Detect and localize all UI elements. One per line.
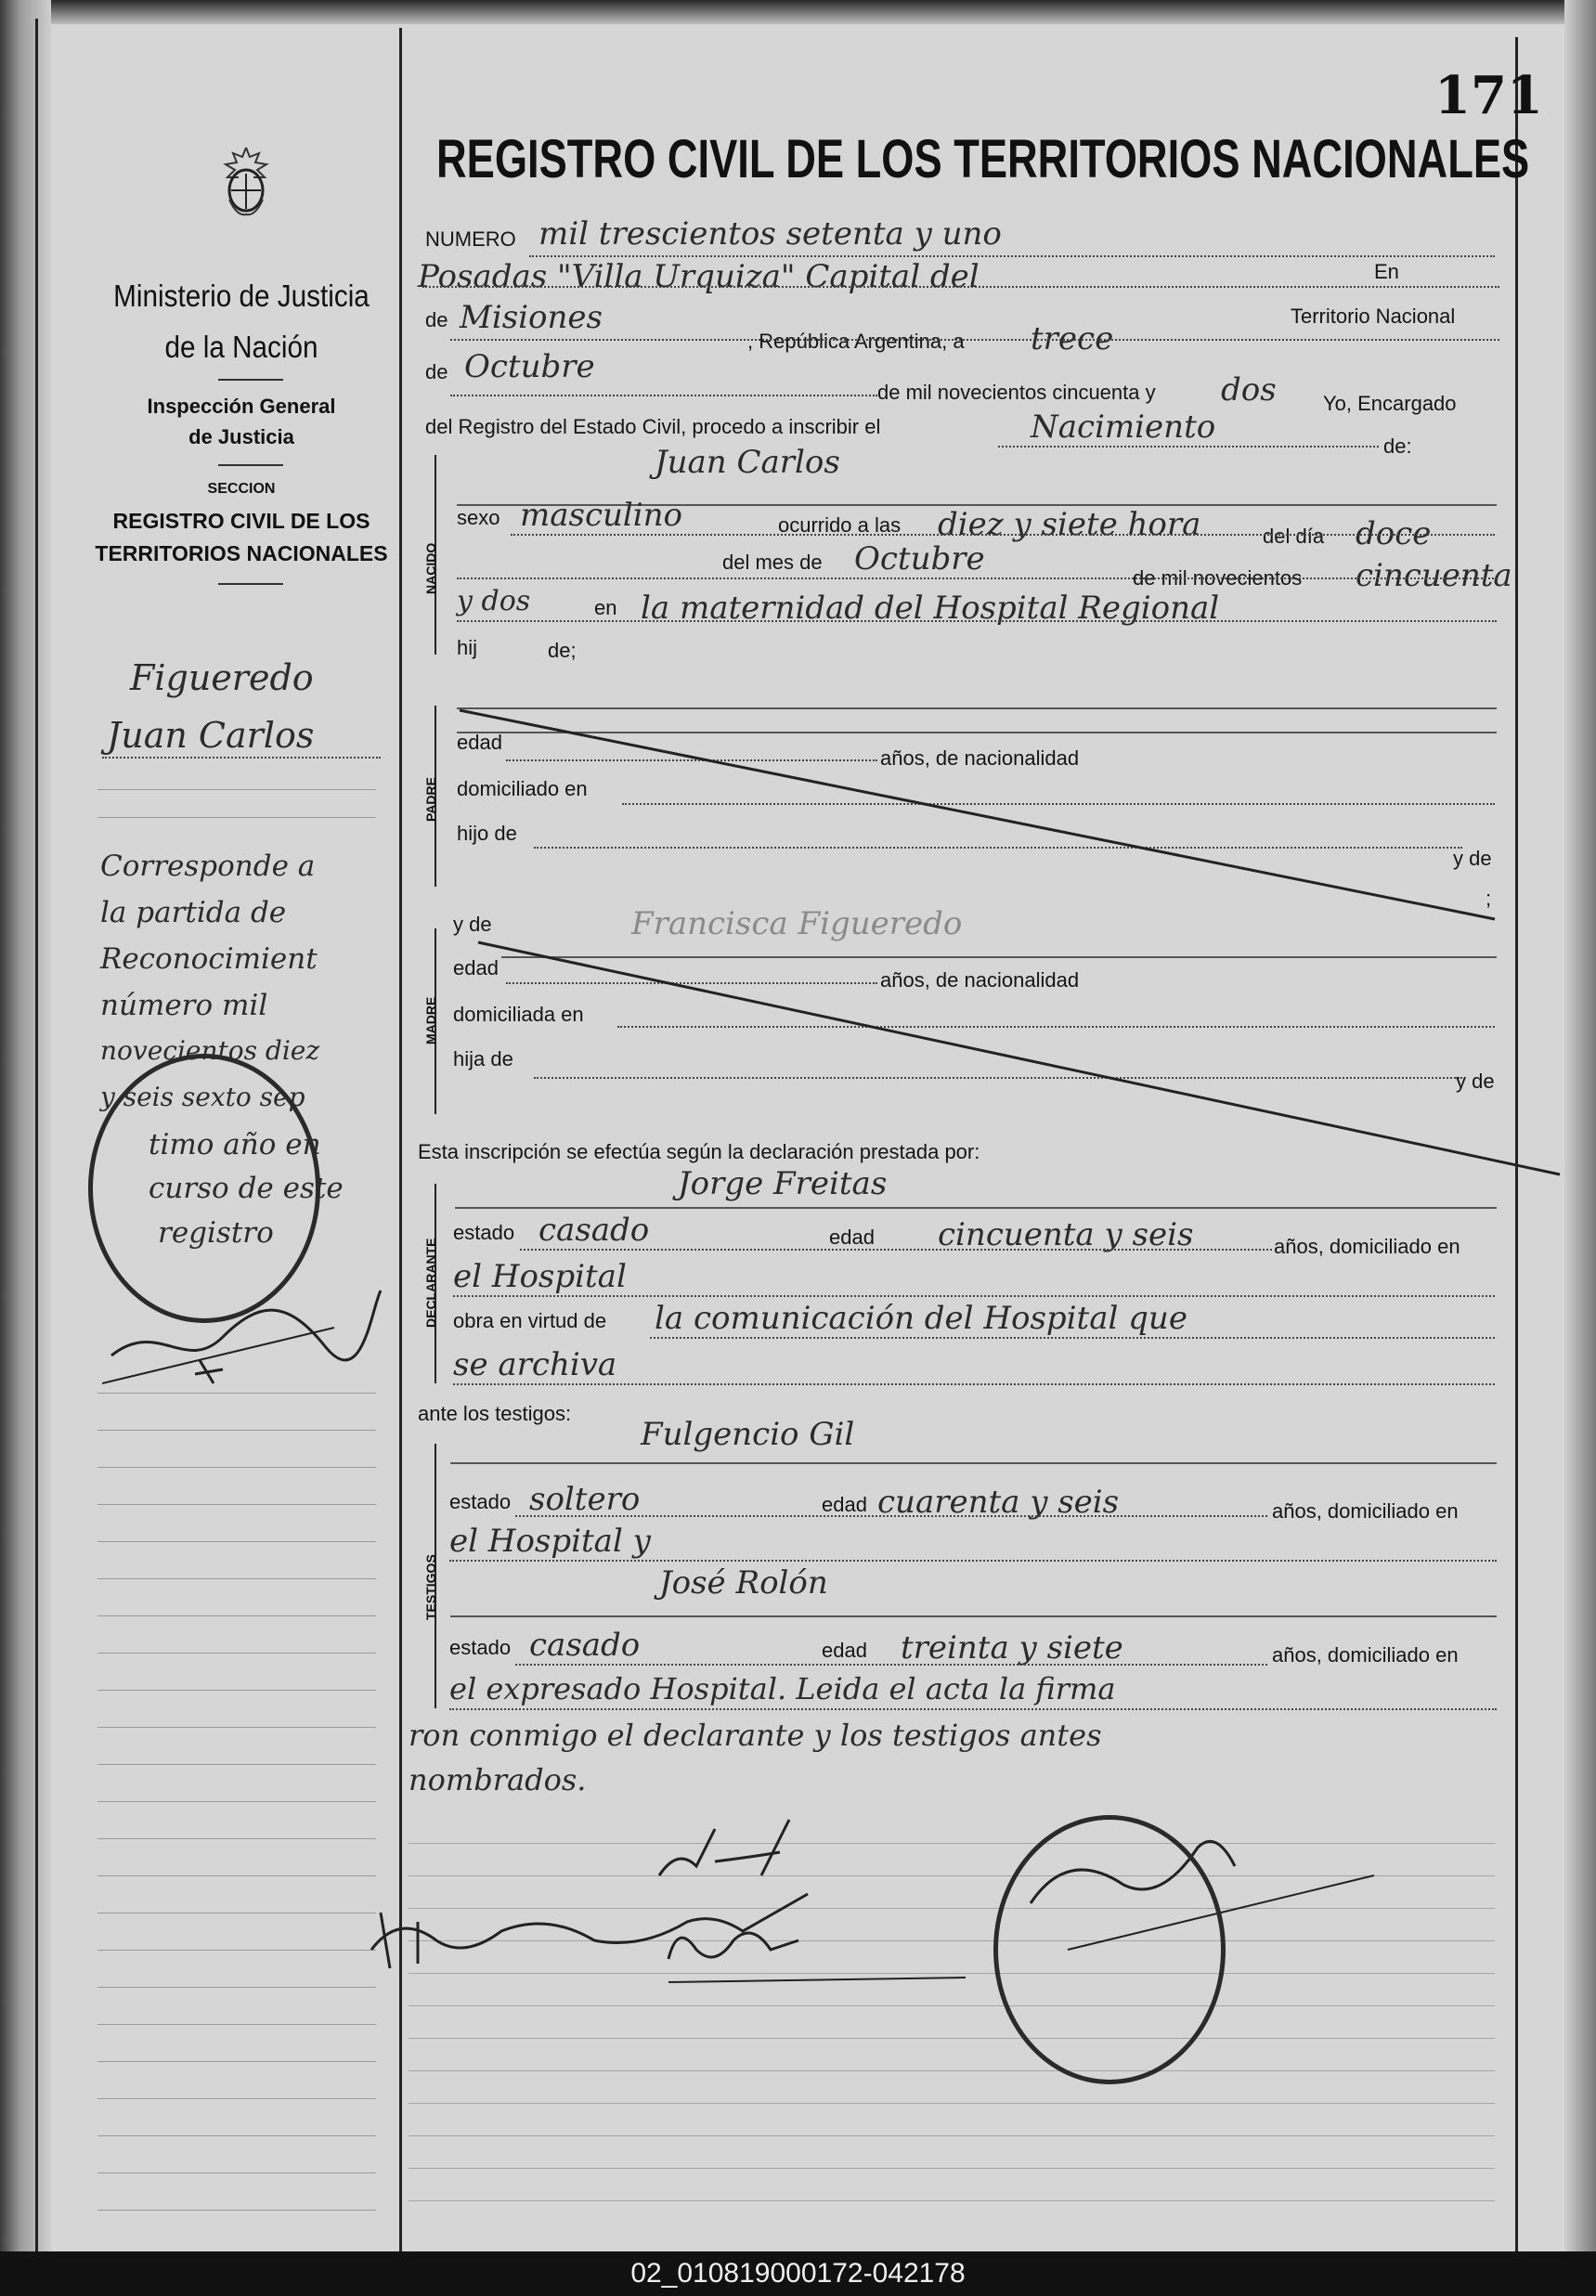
- madre-edad-label: edad: [453, 956, 499, 979]
- sexo-label: sexo: [457, 506, 500, 529]
- en-label: En: [1374, 260, 1399, 283]
- encargado-label: Yo, Encargado: [1323, 392, 1457, 415]
- margin-note-line: y seis sexto sep: [100, 1082, 305, 1112]
- padre-y-de-label: y de: [1453, 847, 1492, 870]
- declarante-name-line: [455, 1207, 1497, 1209]
- de-label: de: [425, 308, 448, 331]
- inspection-line-2: de Justicia: [188, 425, 294, 448]
- witness1-estado-label: estado: [449, 1490, 512, 1513]
- year-value: dos: [1221, 371, 1277, 409]
- testigos-section-label: TESTIGOS: [423, 1554, 438, 1620]
- margin-note-line: timo año en: [149, 1128, 321, 1161]
- witness2-edad-label: edad: [822, 1639, 867, 1662]
- birth-place-value: la maternidad del Hospital Regional: [641, 590, 1220, 627]
- year-label: de mil novecientos cincuenta y: [877, 381, 1156, 404]
- mil-label: de mil novecientos: [1133, 566, 1303, 590]
- page-title: REGISTRO CIVIL DE LOS TERRITORIOS NACIONALES: [436, 129, 1530, 189]
- obra-line-2: [453, 1383, 1495, 1385]
- declarante-section-label: DECLARANTE: [423, 1238, 438, 1328]
- margin-handwritten-surname: Figueredo: [130, 657, 314, 698]
- witness2-estado-label: estado: [449, 1636, 512, 1659]
- madre-y-de-label-2: y de: [1456, 1070, 1495, 1093]
- declarante-estado-label: estado: [453, 1221, 515, 1244]
- official-seal-stamp-2: [993, 1815, 1226, 2084]
- witness1-name: Fulgencio Gil: [641, 1416, 855, 1453]
- madre-domiciliada-label: domiciliada en: [453, 1003, 584, 1026]
- witness2-domicilio-value: el expresado Hospital. Leida el acta la firma: [449, 1671, 1116, 1706]
- witness2-estado-value: casado: [529, 1627, 641, 1664]
- signatures: [362, 1810, 1430, 2047]
- declaracion-intro: Esta inscripción se efectúa según la declaración prestada por:: [418, 1140, 980, 1163]
- madre-hija-de-label: hija de: [453, 1047, 513, 1070]
- inspection-line-1: Inspección General: [147, 395, 336, 418]
- madre-anos-label: años, de nacionalidad: [880, 968, 1080, 992]
- numero-label: NUMERO: [425, 227, 516, 251]
- witness2-name-line: [450, 1615, 1497, 1617]
- nacido-year-value-1: cincuenta: [1356, 557, 1512, 594]
- witness1-edad-value: cuarenta y seis: [877, 1484, 1120, 1521]
- madre-y-de-label: y de: [453, 913, 492, 936]
- section-name-line-2: TERRITORIOS NACIONALES: [95, 541, 388, 565]
- scan-footer-id: 02_010819000172-042178: [0, 2251, 1596, 2296]
- declarante-anos-label: años, domiciliado en: [1274, 1235, 1460, 1258]
- testigos-intro: ante los testigos:: [418, 1402, 572, 1425]
- closing-line-2: ron conmigo el declarante y los testigos antes: [409, 1718, 1102, 1753]
- declarante-estado-line: [520, 1249, 1272, 1251]
- section-name-line-1: REGISTRO CIVIL DE LOS: [112, 509, 370, 533]
- margin-signature: [102, 1244, 399, 1397]
- nacido-month-value: Octubre: [854, 540, 985, 577]
- padre-section-label: PADRE: [423, 777, 438, 822]
- padre-domiciliado-label: domiciliado en: [457, 777, 588, 800]
- nacido-section-label: NACIDO: [423, 542, 438, 594]
- hijo-de-label: de;: [548, 639, 577, 662]
- witness1-domicilio-value: el Hospital y: [449, 1523, 651, 1560]
- witness2-anos-label: años, domiciliado en: [1272, 1643, 1459, 1667]
- en-label: en: [594, 596, 617, 619]
- section-label: SECCION: [207, 481, 276, 497]
- month-value: Octubre: [464, 348, 595, 385]
- ministry-line-2: de la Nación: [164, 330, 318, 364]
- declarante-domicilio-value: el Hospital: [453, 1258, 627, 1295]
- margin-note-line: Reconocimient: [100, 942, 318, 976]
- obra-value: la comunicación del Hospital que: [655, 1300, 1187, 1337]
- witness1-edad-label: edad: [822, 1493, 867, 1516]
- declarante-domicilio-line: [453, 1295, 1495, 1297]
- padre-edad-label: edad: [457, 731, 502, 754]
- witness2-estado-line: [515, 1664, 1267, 1666]
- nacido-name: Juan Carlos: [655, 444, 840, 481]
- witness1-anos-label: años, domiciliado en: [1272, 1499, 1459, 1523]
- witness1-name-line: [450, 1462, 1497, 1464]
- obra-line: [650, 1337, 1495, 1339]
- page-number: 171: [1434, 65, 1543, 126]
- closing-line-3: nombrados.: [409, 1762, 587, 1797]
- nacido-year-value-2: y dos: [457, 585, 531, 617]
- hour-value: diez y siete hora: [938, 506, 1201, 543]
- ocurrido-label: ocurrido a las: [778, 513, 902, 537]
- margin-note-line: novecientos diez: [100, 1035, 320, 1066]
- witness1-domicilio-line: [449, 1560, 1497, 1562]
- act-value: Nacimiento: [1031, 409, 1216, 446]
- margin-note-line: la partida de: [100, 896, 287, 929]
- declarante-name: Jorge Freitas: [678, 1165, 888, 1202]
- de-label-2: de: [425, 360, 448, 383]
- witness1-estado-value: soltero: [529, 1481, 641, 1518]
- madre-name: Francisca Figueredo: [631, 905, 963, 942]
- ministry-line-1: Ministerio de Justicia: [113, 279, 370, 313]
- hijo-label: hij: [457, 636, 478, 659]
- declarante-edad-value: cincuenta y seis: [938, 1216, 1194, 1253]
- territorio-label: Territorio Nacional: [1291, 305, 1456, 328]
- day-value: trece: [1031, 320, 1114, 357]
- margin-note-line: número mil: [100, 989, 268, 1022]
- sexo-value: masculino: [520, 497, 683, 534]
- place-value: Posadas "Villa Urquiza" Capital del: [418, 258, 980, 295]
- numero-value: mil trescientos setenta y uno: [538, 215, 1002, 253]
- margin-handwritten-name: Juan Carlos: [107, 715, 315, 756]
- obra-value-2: se archiva: [453, 1346, 617, 1383]
- padre-hijo-de-label: hijo de: [457, 822, 517, 845]
- witness2-domicilio-line: [449, 1708, 1497, 1710]
- mes-label: del mes de: [722, 551, 823, 574]
- madre-section-label: MADRE: [423, 996, 438, 1044]
- margin-note-line: Corresponde a: [100, 850, 316, 883]
- declarante-edad-label: edad: [829, 1226, 875, 1249]
- witness1-estado-line: [515, 1515, 1267, 1517]
- witness2-name: José Rolón: [659, 1564, 828, 1602]
- province-value: Misiones: [460, 299, 603, 336]
- nacido-day-value: doce: [1356, 515, 1432, 552]
- republica-label: , República Argentina, a: [747, 330, 965, 353]
- del-dia-label: del día: [1263, 525, 1325, 548]
- registro-label: del Registro del Estado Civil, procedo a inscribir el: [425, 415, 881, 438]
- de-colon-label: de:: [1383, 435, 1412, 458]
- padre-anos-label: años, de nacionalidad: [880, 746, 1080, 770]
- padre-semicolon: ;: [1486, 887, 1492, 910]
- declarante-estado-value: casado: [538, 1212, 650, 1249]
- witness2-edad-value: treinta y siete: [901, 1629, 1123, 1667]
- margin-note-line: curso de este: [149, 1172, 344, 1205]
- margin-note-line: registro: [158, 1216, 274, 1250]
- obra-label: obra en virtud de: [453, 1309, 607, 1332]
